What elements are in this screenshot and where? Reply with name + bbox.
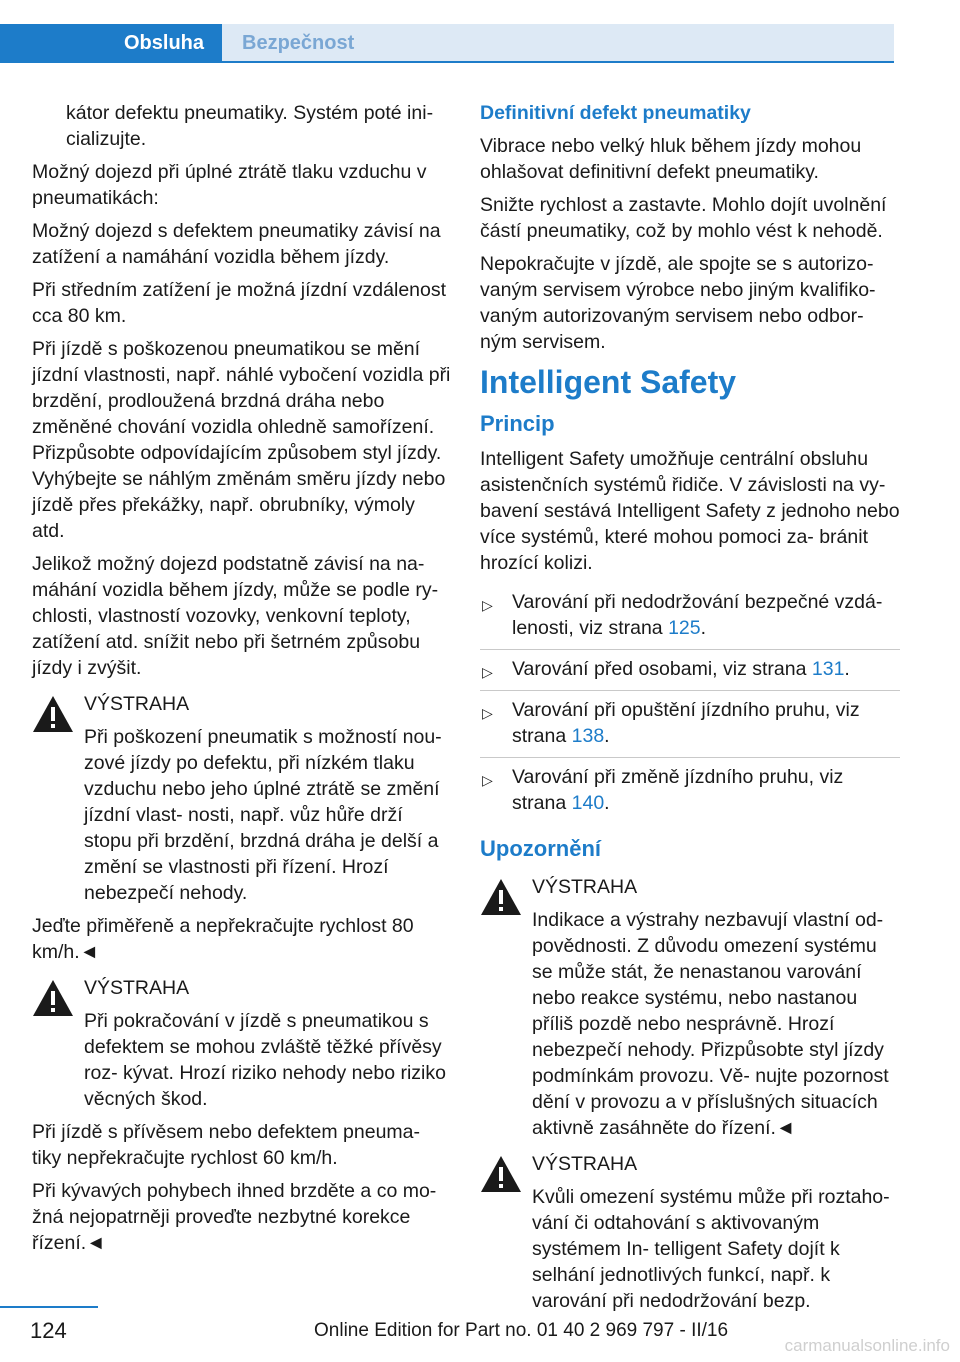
- page-link[interactable]: 138: [571, 725, 605, 747]
- warning-title: VÝSTRAHA: [532, 876, 638, 898]
- header-divider: [0, 61, 894, 63]
- warning-text: Při pokračování v jízdě s pneumatikou s defektem se mohou zvláště těžké přívěsy roz- kývat. Hrozí riziko nehody nebo riziko věcných škod.: [84, 1010, 446, 1110]
- warning-icon: [32, 979, 74, 1017]
- list-item: ▷ Varování při změně jízdního pruhu, viz strana 140.: [482, 766, 844, 814]
- list-item: ▷ Varování při opuštění jízdního pruhu, viz strana 138.: [480, 691, 900, 758]
- warning-icon: [32, 695, 74, 733]
- subheading-defect: Definitivní defekt pneumatiky: [480, 102, 751, 124]
- warning-title: VÝSTRAHA: [84, 693, 190, 715]
- paragraph: Nepokračujte v jízdě, ale spojte se s autorizo- vaným servisem výrobce nebo jiným kvalifiko- vaným autorizovaným servisem nebo odbor- ným servisem.: [480, 253, 876, 353]
- list-item: ▷ Varování při nedodržování bezpečné vzdá- lenosti, viz strana 125.: [480, 583, 900, 650]
- page-number: 124: [30, 1318, 67, 1343]
- warning-block: [32, 975, 452, 1256]
- paragraph: Intelligent Safety umožňuje centrální obsluhu asistenčních systémů řidiče. V závislosti na vy- bavení sestává Intelligent Safety z jednoho nebo více systémů, které mohou pomoci za- bránit hrozící kolizi.: [480, 448, 900, 574]
- warning-text: Při jízdě s přívěsem nebo defektem pneuma- tiky nepřekračujte rychlost 60 km/h.: [32, 1121, 421, 1169]
- subheading-princip: Princip: [480, 411, 555, 436]
- subheading-notes: Upozornění: [480, 836, 601, 861]
- edition-text: Online Edition for Part no. 01 40 2 969 797 - II/16: [314, 1320, 729, 1341]
- page-link[interactable]: 125: [668, 617, 701, 639]
- warning-block: [480, 874, 900, 1141]
- paragraph: Jelikož možný dojezd podstatně závisí na na- máhání vozidla během jízdy, může se podle ry- chlosti, vlastností vozovky, venkovní teploty, zatížení atd. snížit nebo při šetrném způsobu jízdy i zvýšit.: [32, 553, 439, 679]
- tab-obsluha[interactable]: Obsluha: [0, 24, 222, 62]
- warning-text: Při poškození pneumatik s možností nou- zové jízdy po defektu, při nízkém tlaku vzduchu nebo jeho úplné ztrátě se změní jízdní vlast- nosti, např. vůz hůře drží stopu při brzdění, brzdná dráha je delší a změní se vlastnosti při řízení. Hrozí nebezpečí nehody.: [84, 726, 442, 904]
- page-link[interactable]: 140: [571, 792, 605, 814]
- warning-title: VÝSTRAHA: [84, 977, 190, 999]
- warning-text: Jeďte přiměřeně a nepřekračujte rychlost 80 km/h.◄: [32, 915, 414, 963]
- triangle-bullet-icon: ▷: [482, 597, 493, 613]
- triangle-bullet-icon: ▷: [482, 664, 493, 680]
- page-header: [0, 0, 960, 64]
- warning-block: [32, 691, 452, 965]
- paragraph: Při středním zatížení je možná jízdní vzdálenost cca 80 km.: [32, 279, 447, 327]
- left-column: [32, 100, 452, 1263]
- warning-text: Při kývavých pohybech ihned brzděte a co mo- žná nejopatrněji proveďte nezbytné korekce řízení.◄: [32, 1180, 437, 1254]
- right-column: [480, 100, 900, 1321]
- triangle-bullet-icon: ▷: [482, 772, 493, 788]
- footer-divider: [0, 1306, 98, 1308]
- paragraph: Vibrace nebo velký hluk během jízdy mohou ohlašovat definitivní defekt pneumatiky.: [480, 135, 862, 183]
- warning-title: VÝSTRAHA: [532, 1153, 638, 1175]
- section-title: Intelligent Safety: [480, 364, 737, 400]
- warning-text: Indikace a výstrahy nezbavují vlastní od- povědnosti. Z důvodu omezení systému se může stát, že nenastanou varování nebo reakce systému, nebo nastanou příliš pozdě nebo nesprávně. Hrozí nebezpečí nehody. Přizpůsobte styl jízdy podmínkám provozu. Vě- nujte pozornost dění v provozu a v příslušných situacích aktivně zasáhněte do řízení.◄: [532, 909, 889, 1139]
- warning-icon: [480, 878, 522, 916]
- page-link[interactable]: 131: [811, 658, 845, 680]
- list-item: ▷ Varování před osobami, viz strana 131.: [480, 650, 900, 691]
- triangle-bullet-icon: ▷: [482, 705, 493, 721]
- paragraph: Snižte rychlost a zastavte. Mohlo dojít uvolnění částí pneumatiky, což by mohlo vést k nehodě.: [480, 194, 887, 242]
- tab-bezpecnost[interactable]: Bezpečnost: [222, 24, 894, 62]
- paragraph: Možný dojezd s defektem pneumatiky závisí na zatížení a namáhání vozidla během jízdy.: [32, 220, 441, 268]
- watermark: carmanualsonline.info: [784, 1336, 950, 1355]
- warning-block: [480, 1151, 900, 1314]
- paragraph: kátor defektu pneumatiky. Systém poté ini- cializujte.: [66, 102, 434, 150]
- feature-list: [480, 583, 900, 824]
- warning-text: Kvůli omezení systému může při roztaho- vání či odtahování s aktivovaným systémem In- telligent Safety dojít k selhání jednotlivých funkcí, např. k varování při nedodržování bezp.: [532, 1186, 890, 1312]
- paragraph: Možný dojezd při úplné ztrátě tlaku vzduchu v pneumatikách:: [32, 161, 427, 209]
- paragraph: Při jízdě s poškozenou pneumatikou se mění jízdní vlastnosti, např. náhlé vybočení vozidla při brzdění, prodloužená brzdná dráha nebo změněné chování vozidla ohledně samořízení. Přizpůsobte odpovídajícím způsobem styl jízdy. Vyhýbejte se náhlým změnám směru jízdy nebo jízdě přes překážky, např. obrubníky, výmoly atd.: [32, 338, 451, 542]
- warning-icon: [480, 1155, 522, 1193]
